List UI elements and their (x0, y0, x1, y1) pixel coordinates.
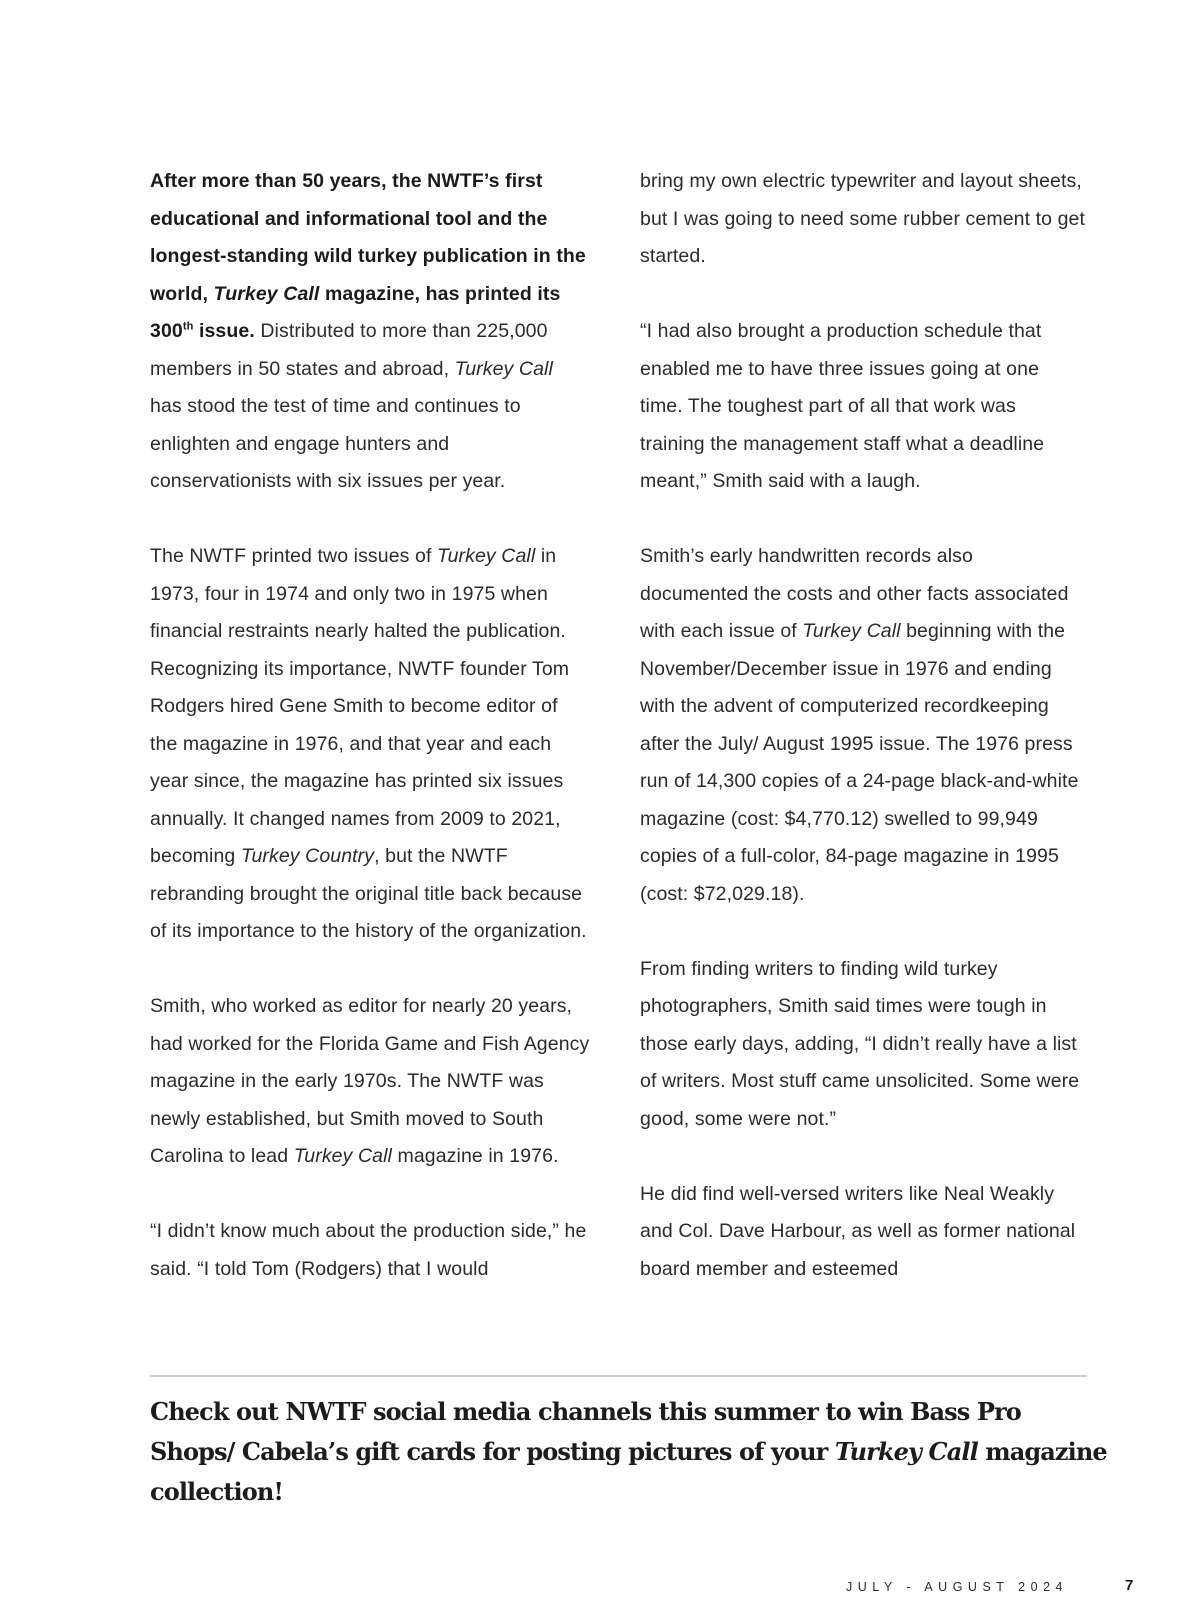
history-paragraph: The NWTF printed two issues of Turkey Call in 1973, four in 1974 and only two in 1975 when financial restraints nearly halted the publication. Recognizing its importance, NWTF founder Tom Rodgers hired Gene Smith to become editor of the magazine in 1976, and that year and each year since, the magazine has printed six issues annually. It changed names from 2009 to 2021, becoming Turkey Country, but the NWTF rebranding brought the original title back because of its importance to the history of the organization. (150, 545, 587, 942)
magazine-title: Turkey Call (293, 1145, 392, 1167)
writers-continued-paragraph: He did find well-versed writers like Neal Weakly and Col. Dave Harbour, as well as former national board member and esteemed (640, 1182, 1076, 1280)
page-number: 7 (1125, 1577, 1134, 1594)
magazine-alt-title: Turkey Country (240, 845, 375, 867)
intro-paragraph: After more than 50 years, the NWTF’s first educational and informational tool and the longest-standing wild turkey publication in the world, Turkey Call magazine, has printed its 300th issue. Distributed to more than 225,000 members in 50 states and abroad, Turkey Call has stood the test of time and continues to enlighten and engage hunters and conservationists with six issues per year. (150, 170, 586, 492)
magazine-title: Turkey Call (213, 282, 320, 305)
intro-lead: After more than 50 years, the NWTF’s first educational and informational tool and the longest-standing wild turkey publication in the world, Turkey Call magazine, has printed its 300th issue. (150, 170, 586, 342)
records-paragraph: Smith’s early handwritten records also documented the costs and other facts associated with each issue of Turkey Call beginning with the November/December issue in 1976 and ending with the advent of computerized recordkeeping after the July/ August 1995 issue. The 1976 press run of 14,300 copies of a 24-page black-and-white magazine (cost: $4,770.12) swelled to 99,949 copies of a full-color, 84-page magazine in 1995 (cost: $72,029.18). (640, 545, 1079, 905)
article-body (150, 163, 1085, 1326)
social-media-callout: Check out NWTF social media channels this summer to win Bass Pro Shops/ Cabela’s gift cards for posting pictures of your Turkey Call magazine collection! (150, 1397, 1107, 1506)
left-column (150, 163, 590, 1326)
magazine-title: Turkey Call (834, 1437, 978, 1466)
magazine-title: Turkey Call (802, 620, 901, 642)
writers-paragraph: From finding writers to finding wild turkey photographers, Smith said times were tough in those early days, adding, “I didn’t really have a list of writers. Most stuff came unsolicited. Some were good, some were not.” (640, 957, 1080, 1130)
magazine-title: Turkey Call (437, 545, 536, 567)
quote-paragraph: “I didn’t know much about the production side,” he said. “I told Tom (Rodgers) that I would (150, 1220, 587, 1280)
section-divider (150, 1375, 1087, 1377)
typewriter-paragraph: bring my own electric typewriter and layout sheets, but I was going to need some rubber cement to get started. (640, 170, 1086, 267)
schedule-paragraph: “I had also brought a production schedule that enabled me to have three issues going at one time. The toughest part of all that work was training the management staff what a deadline meant,” Smith said with a laugh. (640, 320, 1045, 492)
right-column (640, 163, 1085, 1326)
editor-paragraph: Smith, who worked as editor for nearly 20 years, had worked for the Florida Game and Fish Agency magazine in the early 1970s. The NWTF was newly established, but Smith moved to South Carolina to lead Turkey Call magazine in 1976. (150, 995, 590, 1167)
magazine-title: Turkey Call (454, 357, 553, 380)
ordinal-suffix: th (182, 320, 194, 333)
issue-date: JULY - AUGUST 2024 (846, 1580, 1068, 1594)
